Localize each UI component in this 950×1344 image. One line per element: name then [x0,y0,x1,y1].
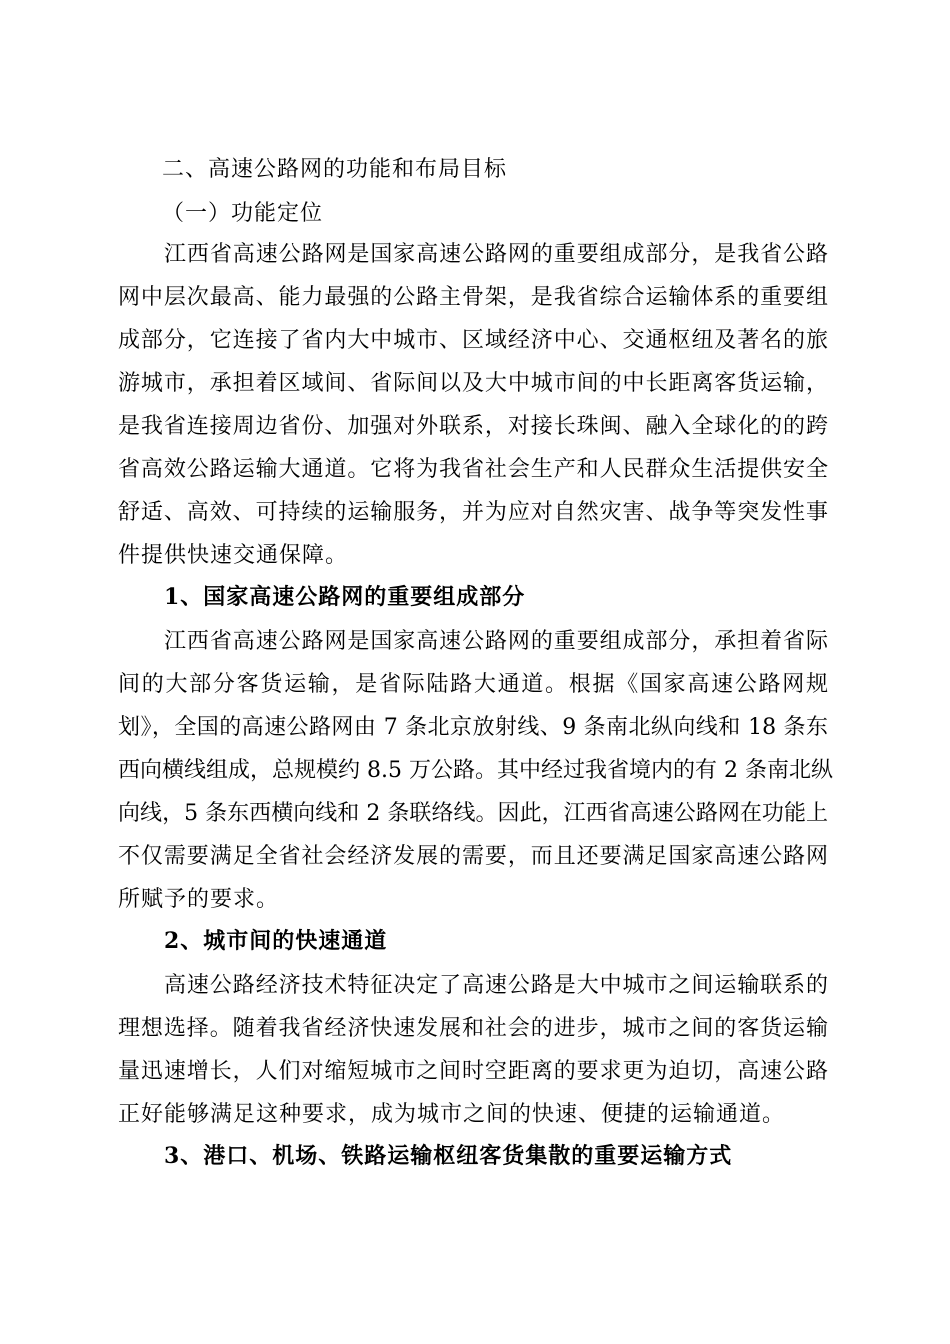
item1-heading: 1、国家高速公路网的重要组成部分 [164,584,526,610]
section-subtitle: （一）功能定位 [162,201,324,226]
paragraph-line: 是我省连接周边省份、加强对外联系，对接长珠闽、融入全球化的的跨 [118,414,828,439]
section-title: 二、高速公路网的功能和布局目标 [162,157,508,182]
item3-heading: 3、港口、机场、铁路运输枢纽客货集散的重要运输方式 [164,1143,733,1169]
paragraph-line: 量迅速增长，人们对缩短城市之间时空距离的要求更为迫切，高速公路 [118,1059,828,1084]
paragraph-line: 网中层次最高、能力最强的公路主骨架，是我省综合运输体系的重要组 [118,285,828,310]
paragraph-line: 正好能够满足这种要求，成为城市之间的快速、便捷的运输通道。 [118,1102,786,1127]
paragraph-line: 理想选择。随着我省经济快速发展和社会的进步，城市之间的客货运输 [118,1016,828,1041]
paragraph-line: 不仅需要满足全省社会经济发展的需要，而且还要满足国家高速公路网 [118,844,828,869]
paragraph-line: 游城市，承担着区域间、省际间以及大中城市间的中长距离客货运输， [118,371,828,396]
paragraph-line: 成部分，它连接了省内大中城市、区域经济中心、交通枢纽及著名的旅 [118,328,828,353]
paragraph-line: 划》，全国的高速公路网由 7 条北京放射线、9 条南北纵向线和 18 条东 [118,715,828,740]
paragraph-line: 件提供快速交通保障。 [118,543,349,568]
paragraph-line: 江西省高速公路网是国家高速公路网的重要组成部分，是我省公路 [164,242,828,267]
item2-heading: 2、城市间的快速通道 [164,928,388,954]
paragraph-line: 省高效公路运输大通道。它将为我省社会生产和人民群众生活提供安全 [118,457,828,482]
paragraph-line: 西向横线组成，总规模约 8.5 万公路。其中经过我省境内的有 2 条南北纵 [118,758,833,783]
paragraph-line: 所赋予的要求。 [118,887,280,912]
paragraph-line: 高速公路经济技术特征决定了高速公路是大中城市之间运输联系的 [164,973,828,998]
paragraph-line: 向线，5 条东西横向线和 2 条联络线。因此，江西省高速公路网在功能上 [118,801,828,826]
paragraph-line: 舒适、高效、可持续的运输服务，并为应对自然灾害、战争等突发性事 [118,500,828,525]
paragraph-line: 间的大部分客货运输，是省际陆路大通道。根据《国家高速公路网规 [118,672,828,697]
paragraph-line: 江西省高速公路网是国家高速公路网的重要组成部分，承担着省际 [164,629,828,654]
